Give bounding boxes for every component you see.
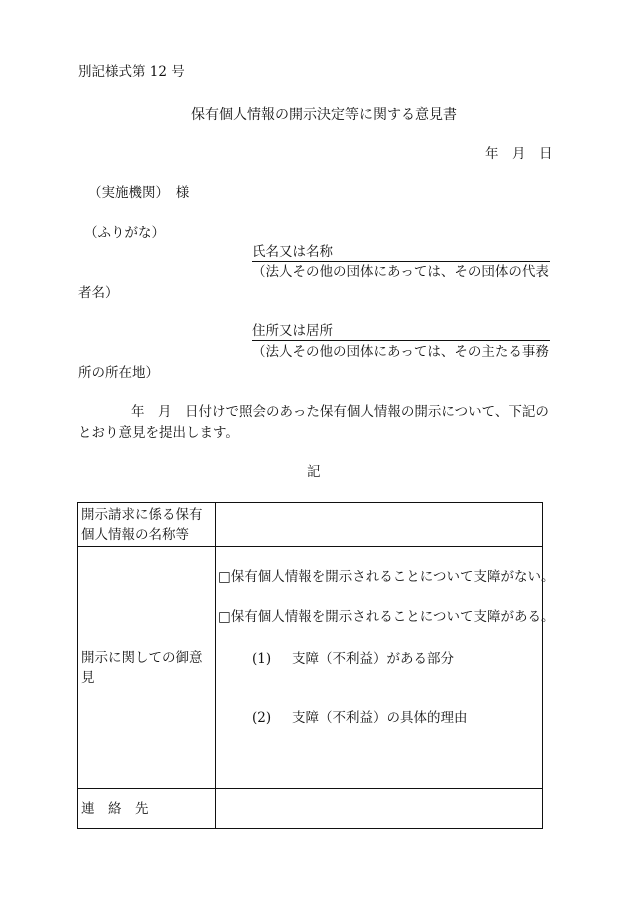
- ki-heading: 記: [307, 464, 321, 480]
- address-note-line1: （法人その他の団体にあっては、その主たる事務: [252, 344, 549, 360]
- address-note-line2: 所の所在地）: [78, 365, 159, 381]
- opinion-table: [77, 502, 555, 829]
- document-title: 保有個人情報の開示決定等に関する意見書: [191, 107, 457, 123]
- option-obstacle-checkbox[interactable]: □保有個人情報を開示されることについて支障がある。: [218, 609, 555, 625]
- opinion-value-cell: [216, 547, 555, 789]
- opinion-label-line1: 開示に関しての御意: [81, 649, 203, 666]
- table-row: [78, 547, 543, 789]
- sub-item-1-text: 支障（不利益）がある部分: [292, 651, 454, 667]
- name-note-line2: 者名）: [78, 285, 119, 301]
- table-row: [78, 789, 543, 829]
- request-info-label-line2: 個人情報の名称等: [81, 526, 189, 543]
- date-line: 年 月 日: [485, 146, 553, 162]
- sub-item-2-text: 支障（不利益）の具体的理由: [292, 710, 468, 726]
- request-info-label-cell: [78, 503, 216, 547]
- sub-item-1-number: (1): [252, 651, 272, 667]
- form-number: 別記様式第 12 号: [78, 64, 185, 80]
- body-line-2: とおり意見を提出します。: [78, 425, 239, 441]
- furigana-label: （ふりがな）: [84, 225, 165, 241]
- addressee: （実施機関） 様: [88, 185, 190, 201]
- address-underline: [252, 340, 550, 341]
- opinion-label-cell: [78, 547, 216, 789]
- name-label: 氏名又は名称: [252, 244, 333, 260]
- request-info-label-line1: 開示請求に係る保有: [81, 506, 203, 523]
- body-line-1: 年 月 日付けで照会のあった保有個人情報の開示について、下記の: [131, 404, 549, 420]
- contact-label-cell: [78, 789, 216, 829]
- contact-value-cell[interactable]: [216, 789, 543, 829]
- request-info-value-cell[interactable]: [216, 503, 543, 547]
- option-no-obstacle-checkbox[interactable]: □保有個人情報を開示されることについて支障がない。: [218, 569, 555, 585]
- contact-label: 連 絡 先: [81, 800, 149, 817]
- sub-item-2-number: (2): [252, 710, 272, 726]
- table-row: [78, 503, 543, 547]
- opinion-label-line2: 見: [81, 669, 95, 686]
- name-note-line1: （法人その他の団体にあっては、その団体の代表: [252, 264, 549, 280]
- name-underline: [252, 261, 550, 262]
- address-label: 住所又は居所: [252, 323, 333, 339]
